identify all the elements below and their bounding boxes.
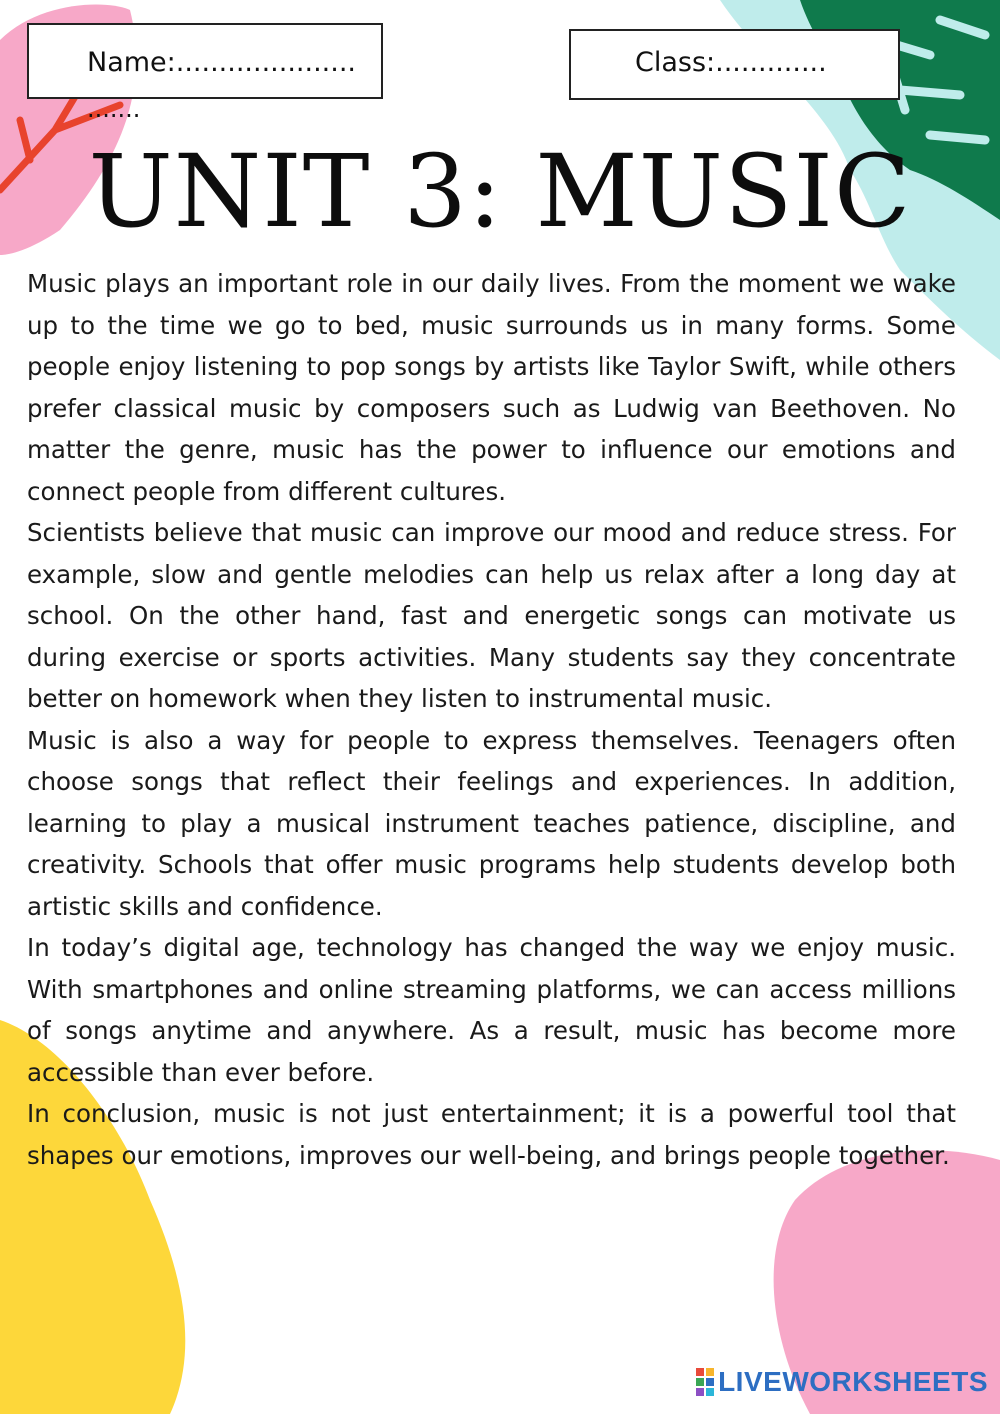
class-field-box[interactable]	[569, 29, 900, 100]
name-dots-overflow: .......	[87, 95, 141, 123]
name-field-box[interactable]	[27, 23, 383, 123]
reading-passage	[27, 263, 956, 1176]
page-title: UNIT 3: MUSIC	[88, 133, 912, 250]
liveworksheets-brand	[696, 1366, 988, 1398]
paragraph-3: Music is also a way for people to express themselves. Teenagers often choose songs that reflect their feelings and experiences. In addition, learning to play a musical instrument teaches patience, discipline, and creativity. Schools that offer music programs help students develop both artistic skills and confidence.	[27, 725, 956, 921]
liveworksheets-logo-icon	[696, 1368, 714, 1396]
brand-text: LIVEWORKSHEETS	[718, 1366, 988, 1397]
paragraph-1: Music plays an important role in our daily lives. From the moment we wake up to the time we go to bed, music surrounds us in many forms. Some people enjoy listening to pop songs by artists like Taylor Swift, while others prefer classical music by composers such as Ludwig van Beethoven. No matter the genre, music has the power to influence our emotions and connect people from different cultures.	[27, 269, 956, 506]
name-label: Name:.....................	[87, 47, 356, 78]
paragraph-5: In conclusion, music is not just entertainment; it is a powerful tool that shapes our emotions, improves our well-being, and brings people together.	[27, 1099, 956, 1170]
class-label: Class:.............	[635, 47, 827, 78]
paragraph-2: Scientists believe that music can improve our mood and reduce stress. For example, slow and gentle melodies can help us relax after a long day at school. On the other hand, fast and energetic songs can motivate us during exercise or sports activities. Many students say they concentrate better on homework when they listen to instrumental music.	[27, 518, 956, 713]
paragraph-4: In today’s digital age, technology has changed the way we enjoy music. With smartphones and online streaming platforms, we can access millions of songs anytime and anywhere. As a result, music has become more accessible than ever before.	[27, 933, 956, 1087]
